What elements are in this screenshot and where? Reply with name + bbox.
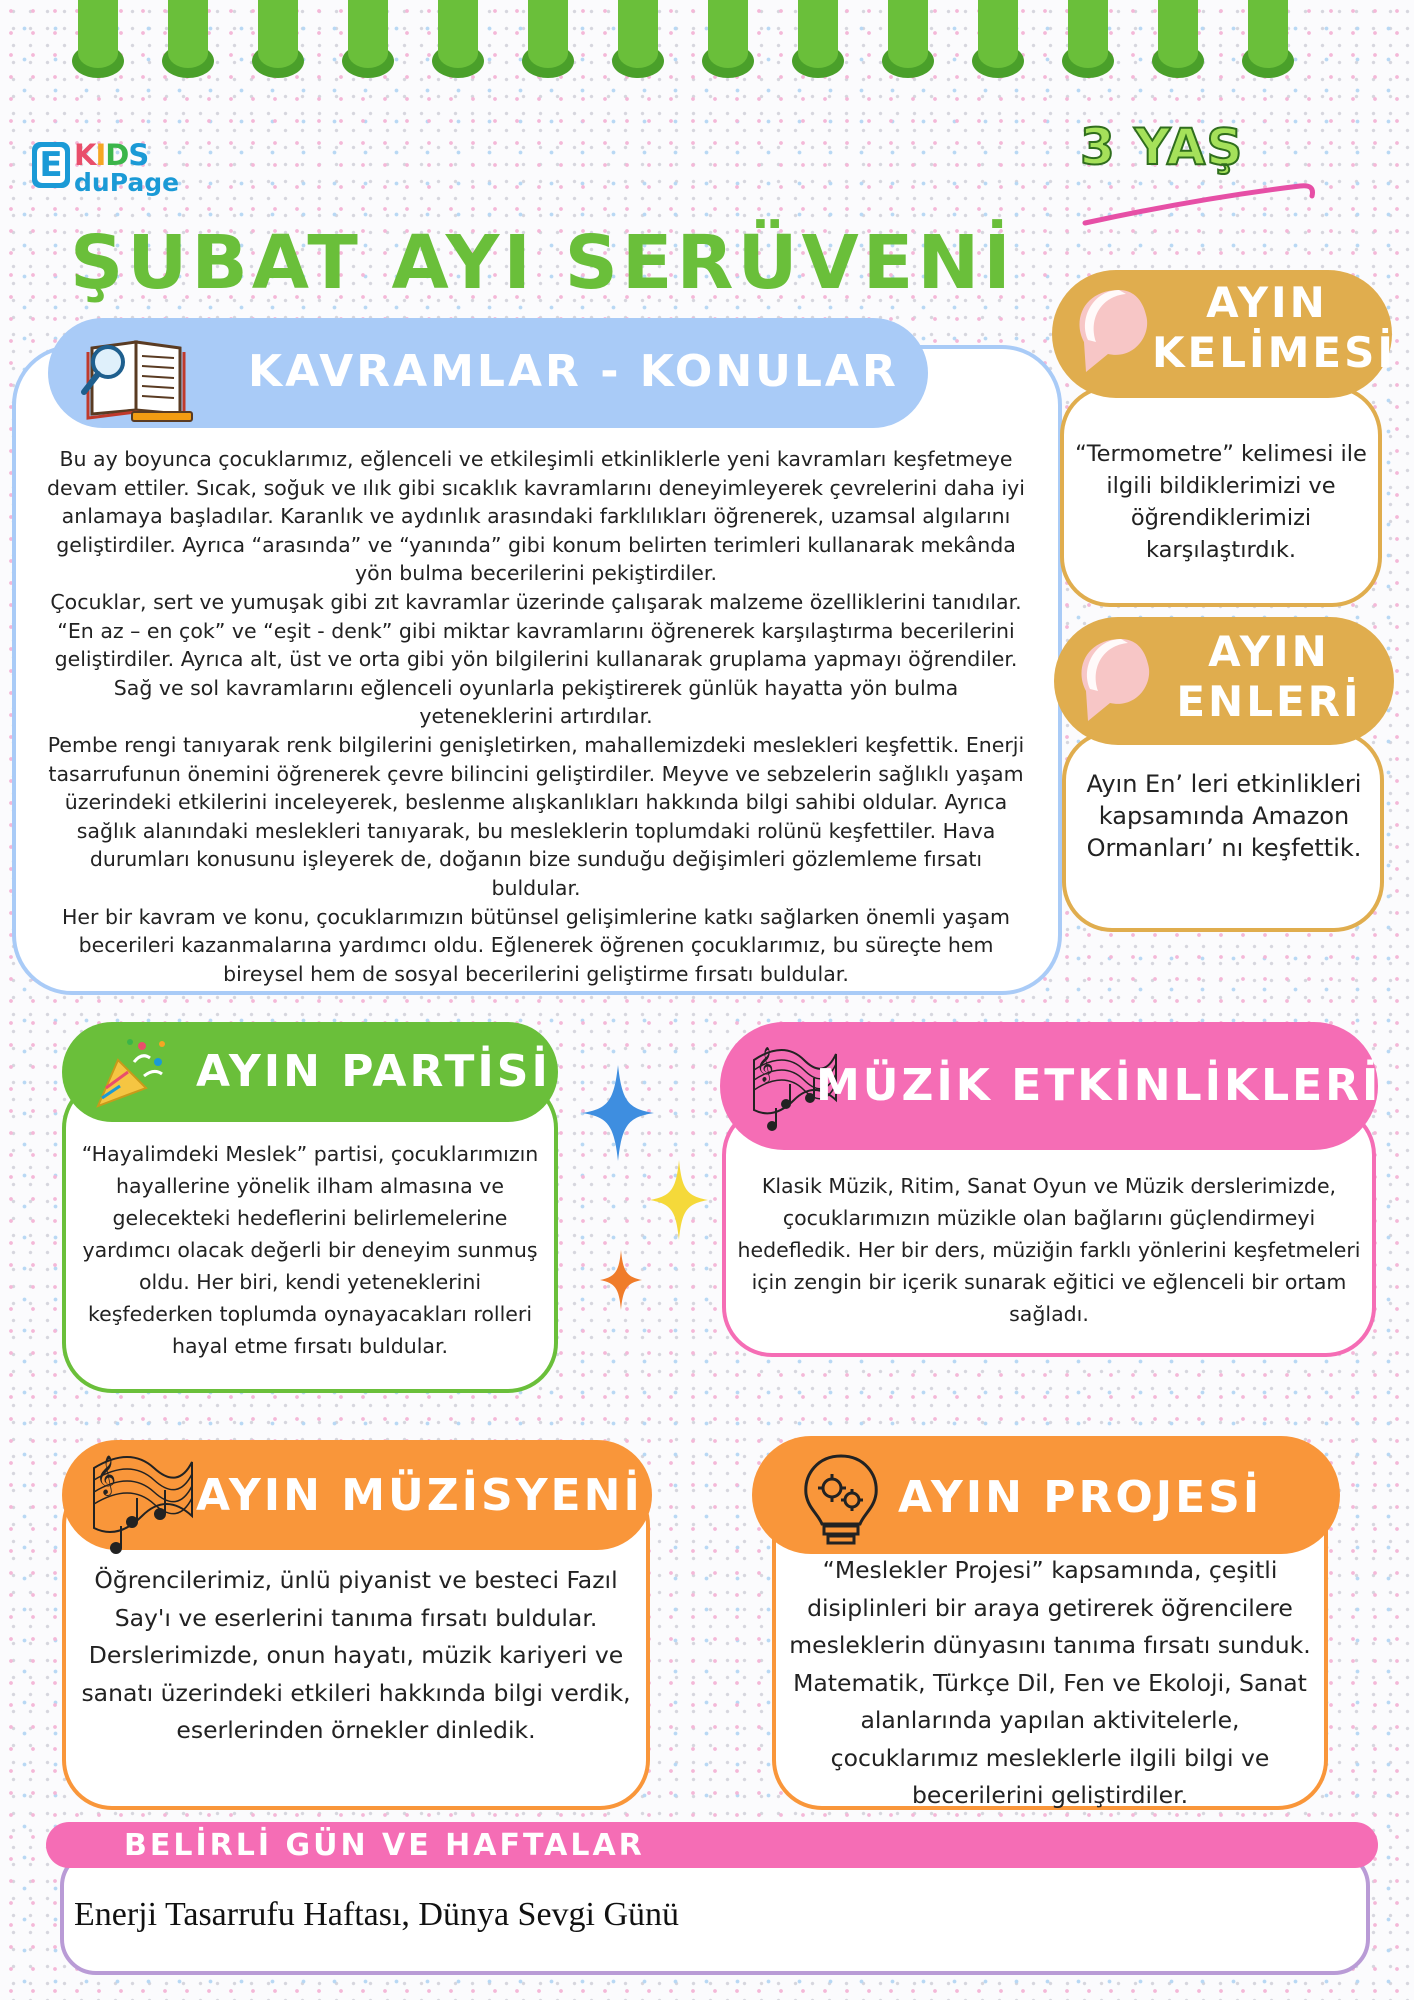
kavramlar-heading: KAVRAMLAR - KONULAR (248, 346, 899, 397)
speech-bubble-icon (1064, 280, 1154, 380)
belirli-gunler-header (46, 1822, 1378, 1868)
logo-dupage: duPage (74, 168, 180, 197)
lightbulb-gears-icon (796, 1446, 886, 1546)
kavramlar-paragraph: Bu ay boyunca çocuklarımız, eğlenceli ve etkileşimli etkinliklerle yeni kavramları keşfetmeye devam ettiler. Sıcak, soğuk ve ılık gibi sıcaklık kavramlarını deneyimleyerek çevrelerini daha iyi anlamaya başladılar. Karanlık ve aydınlık arasındaki farklılıkları öğrenerek, uzamsal algılarını geliştirdiler. Ayrıca “arasında” ve “yanında” gibi konum belirten terimleri kullanarak mekânda yön bulma becerilerini pekiştirdiler. (47, 447, 1025, 586)
sparkle-star-blue (582, 1065, 654, 1161)
binder-ring (528, 0, 568, 78)
binder-ring (888, 0, 928, 78)
age-badge-text: 3 YAŞ (1080, 118, 1244, 176)
open-book-magnifier-icon (78, 326, 198, 426)
age-underline (1080, 178, 1320, 228)
kavramlar-header (48, 318, 928, 428)
ayin-kelimesi-text: “Termometre” kelimesi ile ilgili bildiklerimizi ve öğrendiklerimizi karşılaştırdık. (1075, 441, 1367, 563)
ayin-enleri-heading-2: ENLERİ (1176, 677, 1362, 726)
ayin-muzisyeni-heading: AYIN MÜZİSYENİ (196, 1470, 643, 1521)
ayin-partisi-text: “Hayalimdeki Meslek” partisi, çocuklarımızın hayallerine yönelik ilham almasına ve gelecekteki hedeflerini belirlemelerine yardımcı olacak değerli bir deneyim sunmuş oldu. Her biri, kendi yeteneklerini keşfederken toplumda oynayacakları rolleri hayal etme fırsatı buldular. (81, 1142, 539, 1358)
ayin-partisi-heading: AYIN PARTİSİ (196, 1046, 551, 1097)
ayin-enleri-header (1054, 617, 1394, 745)
binder-ring (708, 0, 748, 78)
muzik-etkinlikleri-header (720, 1022, 1382, 1150)
ayin-muzisyeni-header (62, 1440, 652, 1550)
ayin-projesi-text: “Meslekler Projesi” kapsamında, çeşitli disiplinleri bir araya getirerek öğrencilere mesleklerin dünyasını tanıma fırsatı sunduk. Matematik, Türkçe Dil, Fen ve Ekoloji, Sanat alanlarında yapılan aktivitelerle, çocuklarımız mesleklerle ilgili bilgi ve becerilerini geliştirdiler. (789, 1556, 1311, 1809)
binder-ring (798, 0, 838, 78)
svg-text:𝄞: 𝄞 (756, 1047, 774, 1082)
muzik-etkinlikleri-text: Klasik Müzik, Ritim, Sanat Oyun ve Müzik derslerimizde, çocuklarımızın müzikle olan bağlarını güçlendirmeyi hedefledik. Her bir ders, müziğin farklı yönlerini keşfetmeleri için zengin bir içerik sunarak eğitici ve eğlenceli bir ortam sağladı. (737, 1174, 1361, 1326)
logo-e-badge (32, 142, 70, 188)
sparkle-star-orange (600, 1250, 642, 1310)
binder-ring (348, 0, 388, 78)
party-popper-icon (92, 1032, 172, 1112)
binder-ring (1158, 0, 1198, 78)
ayin-projesi-heading: AYIN PROJESİ (898, 1472, 1263, 1523)
kavramlar-text (46, 445, 1026, 988)
kavramlar-paragraph: Pembe rengi tanıyarak renk bilgilerini genişletirken, mahallemizdeki meslekleri keşfettik. Enerji tasarrufunun önemini öğrenerek çevre bilincini geliştirdiler. Meyve ve sebzelerin sağlıklı yaşam üzerindeki etkilerini inceleyerek, beslenme alışkanlıkları hakkında bilgi sahibi oldular. Ayrıca sağlık alanındaki meslekleri tanıyarak, bu mesleklerin toplumdaki rolünü keşfettiler. Hava durumları konusunu işleyerek de, doğanın bize sunduğu değişimleri gözlemleme fırsatı buldular. (47, 732, 1025, 900)
ayin-enleri-heading-1: AYIN (1208, 627, 1330, 676)
kavramlar-paragraph: Çocuklar, sert ve yumuşak gibi zıt kavramlar üzerinde çalışarak malzeme özelliklerini tanıdılar. “En az – en çok” ve “eşit - denk” gibi miktar kavramlarını öğrenerek karşılaştırma becerilerini geliştirdiler. Ayrıca alt, üst ve orta gibi yön bilgilerini kullanarak gruplama yapmayı öğrendiler. Sağ ve sol kavramlarını eğlenceli oyunlarla pekiştirerek günlük hayatta yön bulma yeteneklerini artırdılar. (50, 589, 1022, 729)
logo-letter: E (39, 145, 63, 185)
kavramlar-paragraph: Her bir kavram ve konu, çocuklarımızın bütünsel gelişimlerine katkı sağlarken önemli yaşam becerileri kazanmalarına yardımcı oldu. Eğlenerek öğrenen çocuklarımız, bu süreçte hem bireysel hem de sosyal becerilerini geliştirme fırsatı buldular. (61, 904, 1010, 986)
binder-ring (438, 0, 478, 78)
binder-ring (618, 0, 658, 78)
ayin-partisi-header (62, 1022, 558, 1122)
ayin-kelimesi-heading-2: KELİMESİ (1152, 328, 1396, 377)
age-badge (1080, 118, 1320, 228)
muzik-etkinlikleri-heading: MÜZİK ETKİNLİKLERİ (816, 1060, 1382, 1111)
ayin-kelimesi-heading-1: AYIN (1206, 278, 1328, 327)
binder-ring (258, 0, 298, 78)
binder-ring (1068, 0, 1108, 78)
ayin-enleri-text: Ayın En’ leri etkinlikleri kapsamında Amazon Ormanları’ nı keşfettik. (1086, 770, 1362, 862)
music-staff-icon (84, 1434, 196, 1564)
ayin-projesi-header (752, 1436, 1340, 1554)
svg-text:𝄞: 𝄞 (96, 1455, 117, 1495)
logo-kids: KIDS (74, 138, 149, 172)
ayin-kelimesi-header (1052, 270, 1396, 398)
binder-ring (978, 0, 1018, 78)
speech-bubble-icon (1066, 629, 1156, 729)
sparkle-star-yellow (650, 1160, 708, 1240)
ayin-muzisyeni-text: Öğrencilerimiz, ünlü piyanist ve besteci Fazıl Say'ı ve eserlerini tanıma fırsatı buldular. Derslerimizde, onun hayatı, müzik kariyeri ve sanatı üzerindeki etkileri hakkında bilgi verdik, eserlerinden örnekler dinledik. (81, 1566, 631, 1744)
binder-ring (78, 0, 118, 78)
page-title: ŞUBAT AYI SERÜVENİ (70, 220, 1015, 306)
logo (30, 138, 190, 198)
belirli-gunler-heading: BELİRLİ GÜN VE HAFTALAR (124, 1828, 645, 1863)
belirli-gunler-text: Enerji Tasarrufu Haftası, Dünya Sevgi Günü (74, 1896, 680, 1933)
binder-ring (1248, 0, 1288, 78)
binder-ring (168, 0, 208, 78)
